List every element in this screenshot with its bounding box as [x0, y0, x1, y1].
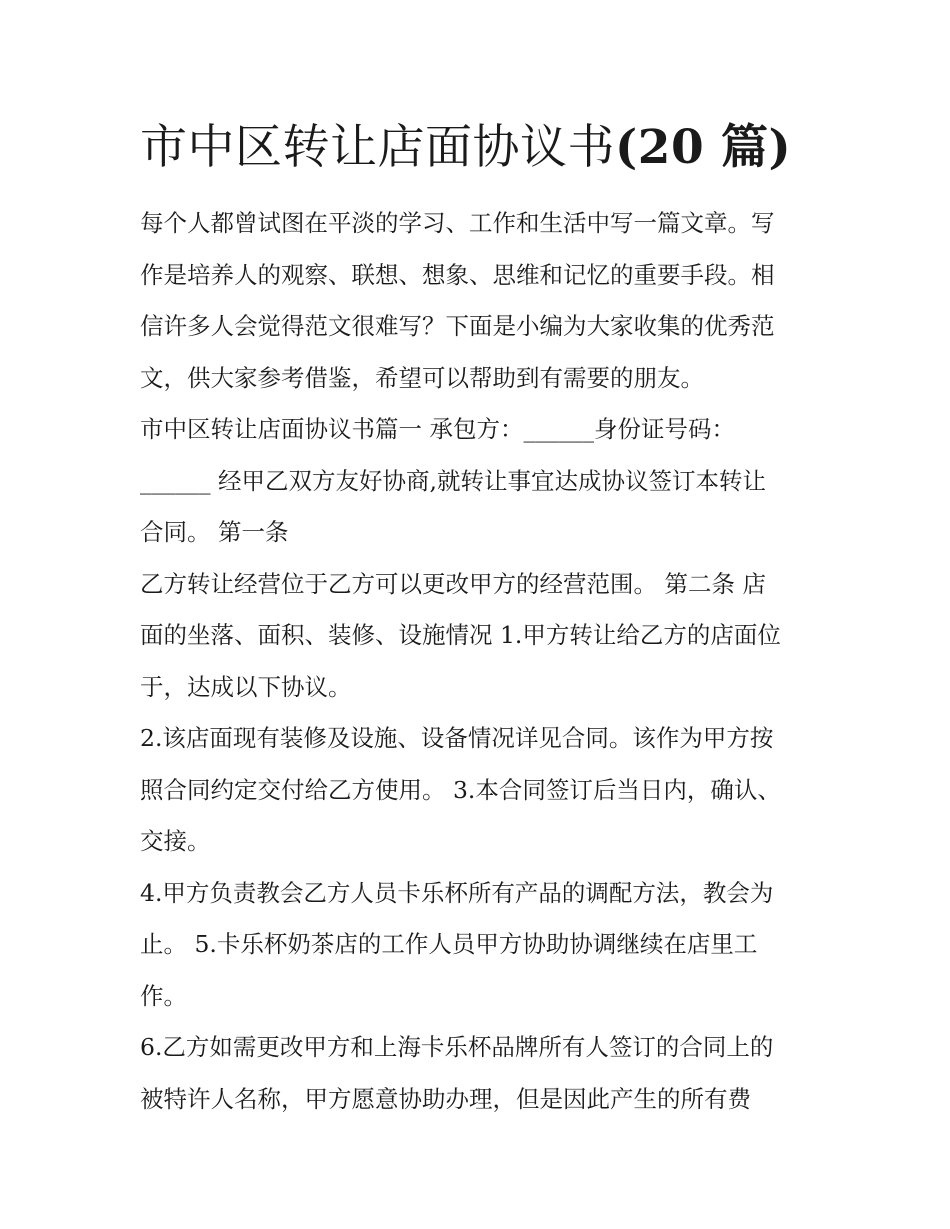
text-line: 文，供大家参考借鉴，希望可以帮助到有需要的朋友。	[140, 363, 704, 392]
paragraph-contract-parties	[140, 404, 812, 559]
text-line: 作是培养人的观察、联想、想象、思维和记忆的重要手段。相	[140, 260, 775, 289]
text-line: 合同。 第一条	[140, 518, 289, 546]
text-line: 每个人都曾试图在平淡的学习、工作和生活中写一篇文章。写	[140, 209, 775, 237]
text-line: 止。 5.卡乐杯奶茶店的工作人员甲方协助协调继续在店里工	[140, 930, 758, 958]
text-line: 6.乙方如需更改甲方和上海卡乐杯品牌所有人签订的合同上的	[140, 1033, 774, 1061]
text-line: 照合同约定交付给乙方使用。 3.本合同签订后当日内，确认、	[140, 775, 781, 804]
text-line: 被特许人名称，甲方愿意协助办理，但是因此产生的所有费	[140, 1084, 751, 1113]
text-line: 信许多人会觉得范文很难写？下面是小编为大家收集的优秀范	[140, 312, 775, 340]
paragraph-clause-4-5	[140, 868, 812, 1023]
title-suffix: (20 篇)	[615, 120, 792, 175]
paragraph-clause-2-3	[140, 713, 812, 868]
text-line: 作。	[140, 981, 187, 1010]
text-line: 市中区转让店面协议书篇一 承包方：______身份证号码：	[140, 415, 735, 443]
title-main: 市中区转让店面协议书	[140, 120, 615, 175]
paragraph-intro	[140, 198, 812, 404]
text-line: 4.甲方负责教会乙方人员卡乐杯所有产品的调配方法，教会为	[140, 878, 774, 907]
text-line: 面的坐落、面积、装修、设施情况 1.甲方转让给乙方的店面位	[140, 621, 781, 649]
paragraph-clause-6	[140, 1022, 812, 1125]
paragraph-article-1-2	[140, 559, 812, 714]
text-line: ______ 经甲乙双方友好协商,就转让事宜达成协议签订本转让	[140, 466, 766, 495]
text-line: 交接。	[140, 827, 211, 855]
document-title	[140, 112, 840, 184]
text-line: 2.该店面现有装修及设施、设备情况详见合同。该作为甲方按	[140, 724, 774, 752]
text-line: 乙方转让经营位于乙方可以更改甲方的经营范围。 第二条 店	[140, 569, 766, 598]
document-body	[140, 198, 812, 1125]
text-line: 于，达成以下协议。	[140, 672, 352, 701]
